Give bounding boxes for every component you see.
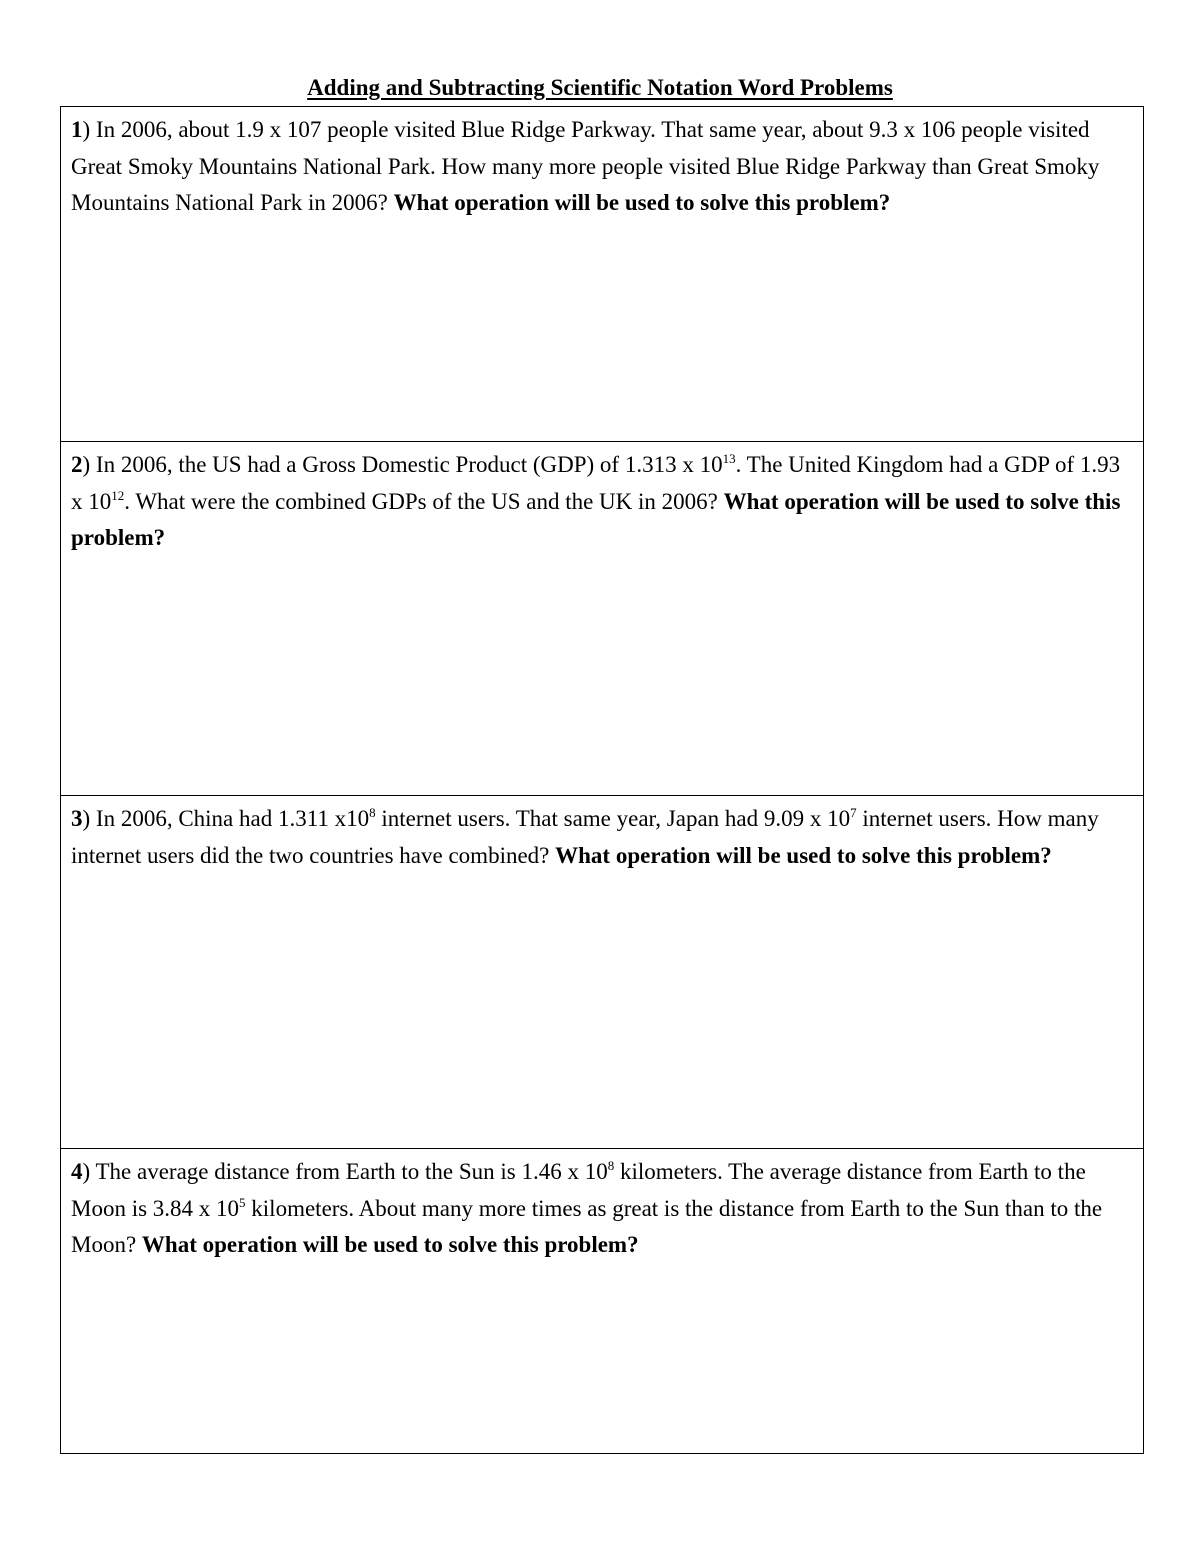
- exponent: 12: [111, 487, 125, 503]
- problem-question: What operation will be used to solve this problem?: [393, 190, 891, 215]
- problem-text: kilometers. The average distance from Earth to the Moon is 3.84 x 10: [71, 1159, 1086, 1221]
- problem-question: What operation will be used to solve this problem?: [141, 1232, 639, 1257]
- problems-table: [60, 106, 1144, 1454]
- problem-text: ) In 2006, about 1.9 x 107 people visited Blue Ridge Parkway. That same year, about 9.3 x 106 people visited Great Smoky Mountains National Park. How many more people visited Blue Ridge Parkway than Great Smoky Mountains National Park in 2006?: [71, 117, 1100, 215]
- exponent: 5: [239, 1194, 246, 1210]
- exponent: 8: [607, 1158, 615, 1173]
- exponent: 8: [369, 805, 376, 820]
- problem-text: internet users. That same year, Japan had 9.09 x 10: [375, 806, 851, 831]
- problem-cell-1: [61, 107, 1143, 441]
- problem-number: 3: [71, 806, 83, 831]
- problem-text: ) In 2006, China had 1.311 x10: [82, 806, 370, 831]
- problem-number: 2: [71, 452, 83, 477]
- problem-text: . The United Kingdom had a GDP of 1.93 x 10: [71, 452, 1121, 514]
- problem-number: 1: [71, 117, 83, 142]
- problem-question: What operation will be used to solve this problem?: [555, 842, 1052, 868]
- problem-text: ) The average distance from Earth to the Sun is 1.46 x 10: [82, 1159, 608, 1184]
- problem-text: internet users. How many internet users did the two countries have combined?: [71, 806, 1099, 868]
- problem-cell-4: [61, 1148, 1143, 1455]
- problem-cell-3: [61, 795, 1143, 1148]
- worksheet-title: Adding and Subtracting Scientific Notation Word Problems: [307, 75, 893, 100]
- problem-text: kilometers. About many more times as great is the distance from Earth to the Sun than to the Moon?: [71, 1195, 1103, 1257]
- problem-text: ) In 2006, the US had a Gross Domestic Product (GDP) of 1.313 x 10: [82, 452, 723, 477]
- problem-number: 4: [71, 1159, 83, 1184]
- exponent: 7: [850, 805, 857, 820]
- problem-text: . What were the combined GDPs of the US and the UK in 2006?: [124, 488, 724, 514]
- problem-cell-2: [61, 441, 1143, 795]
- exponent: 13: [722, 451, 736, 466]
- problem-question: What operation will be used to solve this problem?: [71, 488, 1121, 550]
